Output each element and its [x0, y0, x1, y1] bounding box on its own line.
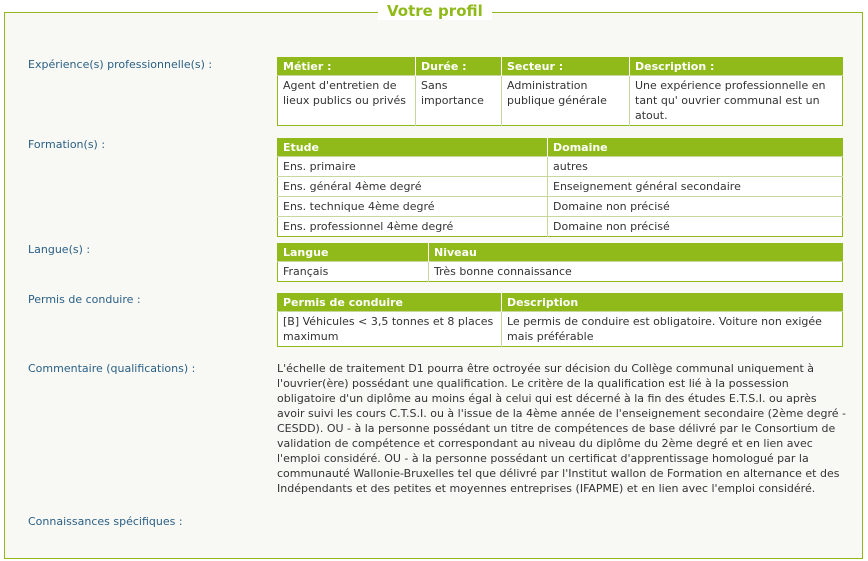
permis-table — [277, 293, 843, 347]
table-cell: Le permis de conduire est obligatoire. Voiture non exigée mais préférable — [502, 312, 843, 347]
table-cell: Ens. technique 4ème degré — [278, 197, 548, 217]
column-header: Domaine — [548, 139, 843, 157]
table-cell: Enseignement général secondaire — [548, 177, 843, 197]
table-header-row — [278, 139, 843, 157]
table-row — [278, 157, 843, 177]
page-title: Votre profil — [378, 2, 492, 20]
table-header-row — [278, 244, 843, 262]
table-header-row — [278, 294, 843, 312]
column-header: Durée : — [416, 58, 502, 76]
table-cell: Administration publique générale — [502, 76, 630, 126]
formation-table — [277, 138, 843, 237]
table-header-row — [278, 58, 843, 76]
table-cell: [B] Véhicules < 3,5 tonnes et 8 places maximum — [278, 312, 502, 347]
permis-label: Permis de conduire : — [28, 293, 141, 306]
table-row — [278, 262, 843, 282]
column-header: Description — [502, 294, 843, 312]
table-row — [278, 312, 843, 347]
table-row — [278, 197, 843, 217]
formation-label: Formation(s) : — [28, 138, 106, 151]
table-cell: Très bonne connaissance — [429, 262, 843, 282]
table-cell: Ens. primaire — [278, 157, 548, 177]
commentaire-label: Commentaire (qualifications) : — [28, 362, 196, 375]
table-cell: Sans importance — [416, 76, 502, 126]
column-header: Secteur : — [502, 58, 630, 76]
experience-table — [277, 57, 843, 126]
column-header: Etude — [278, 139, 548, 157]
commentaire-text: L'échelle de traitement D1 pourra être octroyée sur décision du Collège communal uniquement à l'ouvrier(ère) possédant une qualification. Le critère de la qualification est lié à la possession obligatoire d'un diplôme au moins égal à celui qui est décerné à la fin des études E.T.S.I. ou après avoir suivi les cours C.T.S.I. ou à l'issue de la 4ème année de l'enseignement secondaire (2ème degré - CESDD). OU - à la personne possédant un titre de compétences de base délivré par le Consortium de validation de compétence et correspondant au niveau du diplôme du 2ème degré et en lien avec l'emploi considéré. OU - à la personne possédant un certificat d'apprentissage homologué par la communauté Wallonie-Bruxelles tel que délivré par l'Institut wallon de Formation en alternance et des Indépendants et des petites et moyennes entreprises (IFAPME) et en lien avec l'emploi considéré. — [277, 362, 846, 495]
table-cell: Ens. général 4ème degré — [278, 177, 548, 197]
table-cell: Ens. professionnel 4ème degré — [278, 217, 548, 237]
table-cell: Agent d'entretien de lieux publics ou privés — [278, 76, 416, 126]
column-header: Description : — [630, 58, 843, 76]
column-header: Niveau — [429, 244, 843, 262]
table-row — [278, 217, 843, 237]
experience-label: Expérience(s) professionnelle(s) : — [28, 58, 213, 71]
table-cell: Une expérience professionnelle en tant qu' ouvrier communal est un atout. — [630, 76, 843, 126]
table-row — [278, 76, 843, 126]
connaissances-label: Connaissances spécifiques : — [28, 515, 183, 528]
langues-label: Langue(s) : — [28, 243, 91, 256]
table-row — [278, 177, 843, 197]
column-header: Métier : — [278, 58, 416, 76]
langues-table — [277, 243, 843, 282]
table-cell: Domaine non précisé — [548, 197, 843, 217]
column-header: Langue — [278, 244, 429, 262]
column-header: Permis de conduire — [278, 294, 502, 312]
table-cell: autres — [548, 157, 843, 177]
table-cell: Français — [278, 262, 429, 282]
table-cell: Domaine non précisé — [548, 217, 843, 237]
